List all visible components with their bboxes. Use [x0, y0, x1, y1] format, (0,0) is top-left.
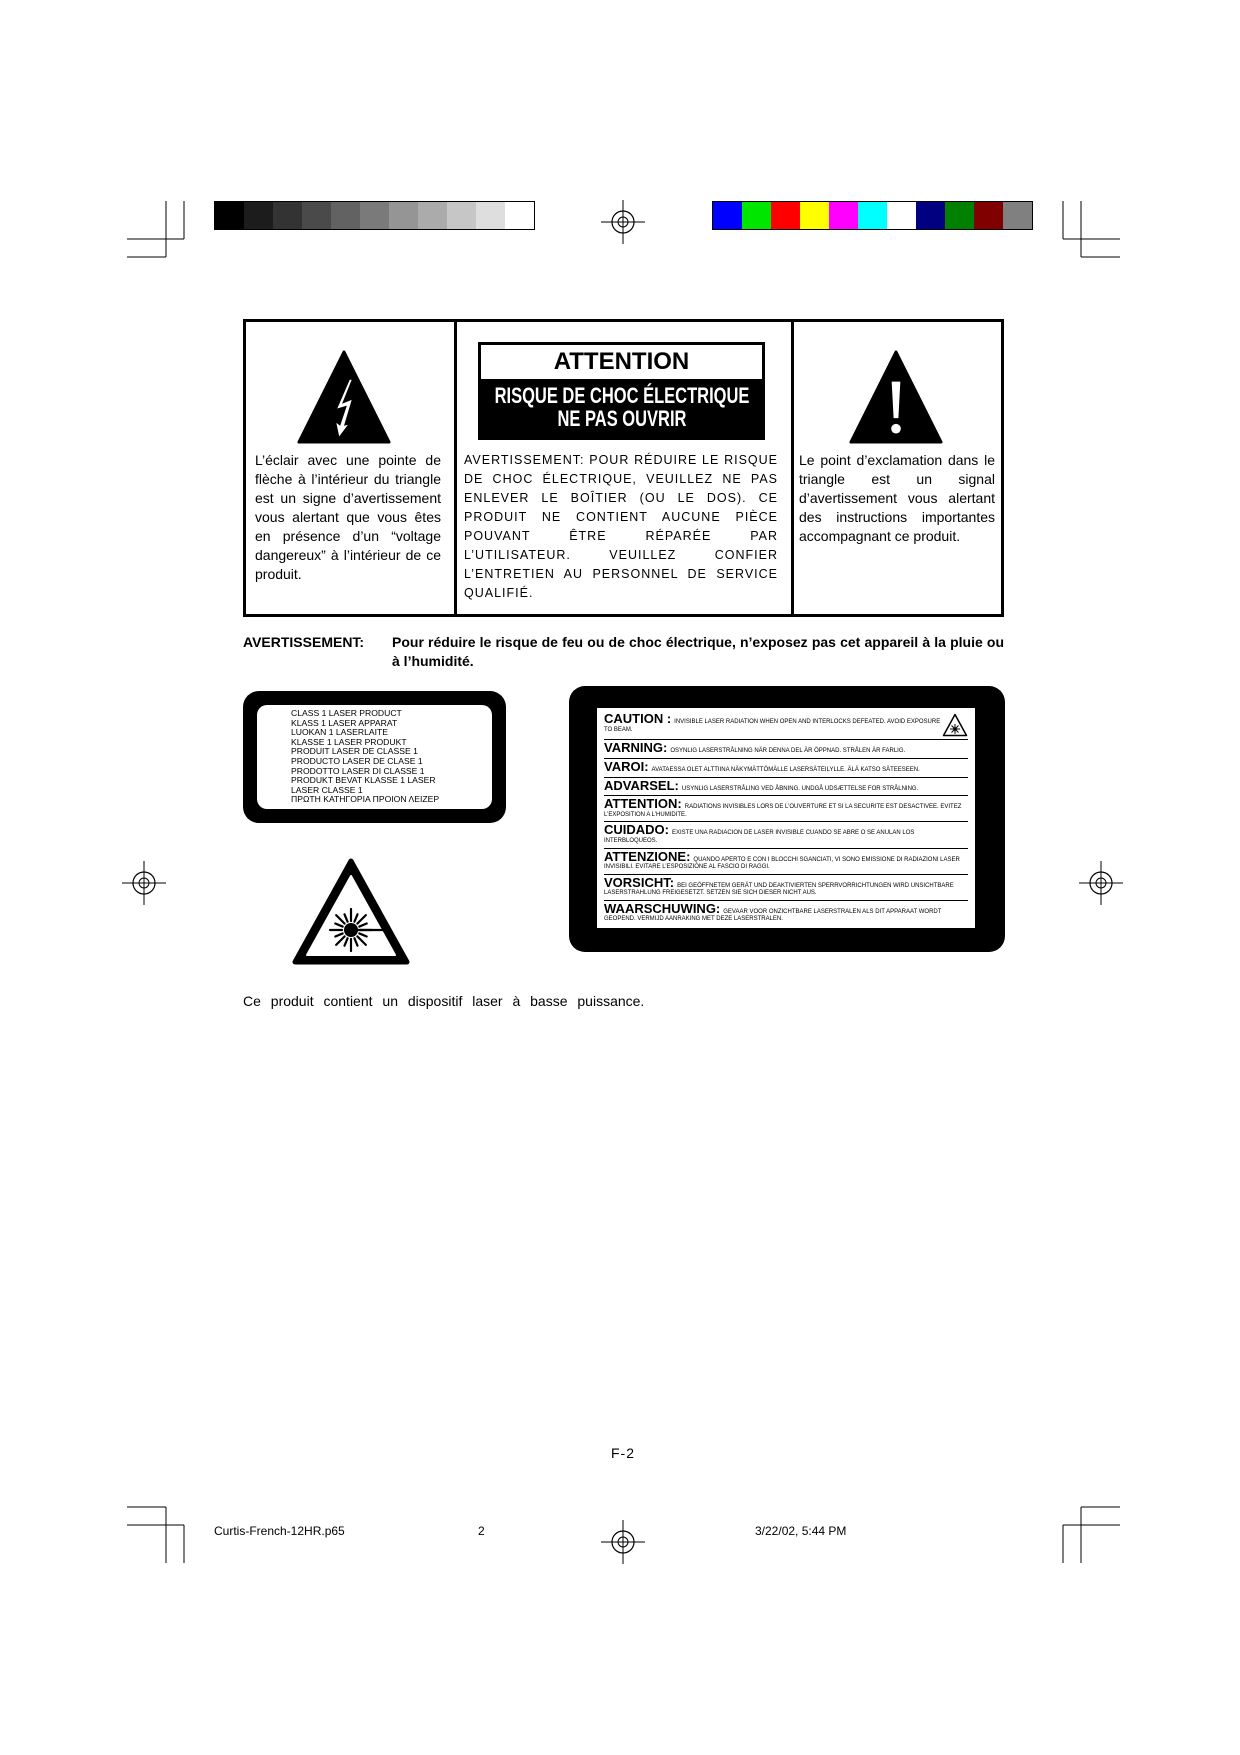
electric-shock-warning-text: AVERTISSEMENT: POUR RÉDUIRE LE RISQUE DE CHOC ÉLECTRIQUE, VEUILLEZ NE PAS ENLEVER LE BOÎTIER (OU LE DOS). CE PRODUIT NE CONTIENT AUCUNE PIÈCE POUVANT ÊTRE RÉPARÉE PAR L’UTILISATEUR. VEUILLEZ CONFIER L’ENTRETIEN AU PERSONNEL DE SERVICE QUALIFIÉ.: [464, 453, 778, 600]
caution-text: BEI GEÖFFNETEM GERÄT UND DEAKTIVIERTEN SPERRVORRICHTUNGEN WIRD UNSICHTBARE LASERSTRAHLUNG FREIGESETZT. SETZEN SIE SICH DIESER NICHT AUS.: [604, 882, 954, 897]
page-number: F-2: [611, 1445, 635, 1461]
laser-note: Ce produit contient un dispositif laser à basse puissance.: [243, 993, 645, 1009]
caution-heading: CAUTION :: [604, 711, 672, 726]
attention-label: [478, 342, 765, 440]
caution-heading: VAROI:: [604, 758, 649, 774]
laser-class-line: LASER CLASSE 1: [291, 784, 363, 795]
registration-mark-icon: [1077, 859, 1125, 907]
laser-caution-label: [569, 686, 1005, 952]
caution-text: QUANDO APERTO E CON I BLOCCHI SGANCIATI, VI SONO EMISSIONE DI RADIAZIONI LASER INVISIBILI. EVITARE L’ESPOSIZIONE AL FASCIO DI RAGGI.: [604, 856, 960, 871]
caution-entry: [604, 849, 968, 875]
caution-heading: VARNING:: [604, 740, 668, 756]
color-calibration-bar: [712, 201, 1033, 230]
gray-swatch: [244, 202, 273, 229]
color-swatch: [916, 202, 945, 229]
laser-class-line: KLASS 1 LASER APPARAT: [291, 717, 398, 728]
gray-swatch: [273, 202, 302, 229]
caution-text: USYNLIG LASERSTRÅLING VED ÅBNING. UNDGÅ UDSÆTTELSE FOR STRÅLNING.: [681, 785, 919, 792]
registration-mark-icon: [120, 859, 168, 907]
color-swatch: [800, 202, 829, 229]
laser-class-line: LUOKAN 1 LASERLAITE: [291, 727, 388, 738]
gray-swatch: [476, 202, 505, 229]
color-swatch: [974, 202, 1003, 229]
color-swatch: [1003, 202, 1032, 229]
column-divider: [454, 322, 457, 614]
laser-class-line: ΠΡΩΤΗ ΚΑΤΗΓΟΡΙΑ ΠΡΟΙΟΝ ΛΕΙΖΕΡ: [291, 794, 440, 805]
column-divider: [791, 322, 794, 614]
color-swatch: [771, 202, 800, 229]
gray-swatch: [360, 202, 389, 229]
caution-text: GEVAAR VOOR ONZICHTBARE LASERSTRALEN ALS DIT APPARAAT WORDT GEOPEND. VERMIJD AANRAKING MET DEZE LASERSTRALEN.: [604, 908, 942, 923]
registration-mark-icon: [599, 198, 647, 246]
gray-swatch: [302, 202, 331, 229]
attention-line-shock-risk: RISQUE DE CHOC ÉLECTRIQUE: [494, 383, 749, 408]
caution-text: EXISTE UNA RADIACION DE LASER INVISIBLE CUANDO SE ABRE O SE ANULAN LOS INTERBLOQUEOS.: [604, 830, 915, 844]
caution-heading: ATTENZIONE:: [604, 848, 691, 864]
gray-swatch: [215, 202, 244, 229]
grayscale-calibration-bar: [214, 201, 535, 230]
laser-caution-panel: [597, 708, 975, 928]
caution-entry: [604, 875, 968, 901]
caution-heading: WAARSCHUWING:: [604, 900, 721, 916]
laser-class-line: PRODUCTO LASER DE CLASE 1: [291, 755, 423, 766]
caution-heading: CUIDADO:: [604, 822, 669, 838]
laser-warning-icon: [942, 713, 968, 737]
caution-text: OSYNLIG LASERSTRÅLNING NÄR DENNA DEL ÄR ÖPPNAD. STRÅLEN ÄR FARLIG.: [670, 748, 906, 755]
laser-class-line: KLASSE 1 LASER PRODUKT: [291, 736, 407, 747]
crop-mark-top-left: [127, 201, 184, 257]
laser-warning-icon: [291, 857, 411, 967]
lightning-symbol-explanation: L’éclair avec une pointe de flèche à l’intérieur du triangle est un signe d’avertissement vous alertant que vous êtes en présence d’un “voltage dangereux” à l’intérieur de ce produit.: [255, 452, 441, 582]
caution-heading: VORSICHT:: [604, 874, 675, 890]
laser-class-line: PRODOTTO LASER DI CLASSE 1: [291, 765, 425, 776]
gray-swatch: [389, 202, 418, 229]
safety-warning-box: [243, 319, 1004, 617]
warning-label: AVERTISSEMENT:: [243, 634, 365, 650]
crop-mark-bottom-right: [1063, 1507, 1120, 1563]
footer-filename: Curtis-French-12HR.p65: [214, 1524, 345, 1538]
color-swatch: [713, 202, 742, 229]
attention-line-do-not-open: NE PAS OUVRIR: [557, 406, 686, 431]
laser-class-line: PRODUKT BEVAT KLASSE 1 LASER: [291, 775, 436, 786]
registration-mark-icon: [599, 1518, 647, 1566]
laser-class-label-panel: [257, 705, 492, 809]
color-swatch: [945, 202, 974, 229]
caution-entry: [604, 778, 968, 797]
laser-class-line: PRODUIT LASER DE CLASSE 1: [291, 746, 418, 757]
gray-swatch: [447, 202, 476, 229]
color-swatch: [829, 202, 858, 229]
caution-text: INVISIBLE LASER RADIATION WHEN OPEN AND INTERLOCKS DEFEATED. AVOID EXPOSURE TO BEAM.: [604, 719, 941, 733]
exclamation-symbol-explanation: Le point d’exclamation dans le triangle est un signal d’avertissement vous alertant des instructions importantes accompagnant ce produit.: [799, 452, 995, 544]
color-swatch: [742, 202, 771, 229]
color-swatch: [887, 202, 916, 229]
exclamation-warning-icon: [848, 349, 944, 445]
gray-swatch: [418, 202, 447, 229]
attention-title: ATTENTION: [481, 345, 762, 379]
caution-text: RADIATIONS INVISIBLES LORS DE L’OUVERTURE ET SI LA SECURITE EST DESACTIVEE. EVITEZ L’EXPOSITION A L’HUMIDITE.: [604, 804, 962, 818]
warning-text: Pour réduire le risque de feu ou de choc électrique, n’exposez pas cet appareil à la pluie ou à l’humidité.: [392, 634, 1004, 669]
caution-entry: [604, 759, 968, 778]
laser-class-label: [243, 691, 506, 823]
crop-mark-bottom-left: [127, 1507, 184, 1563]
footer-page: 2: [478, 1524, 485, 1538]
crop-mark-top-right: [1063, 201, 1120, 257]
footer-timestamp: 3/22/02, 5:44 PM: [755, 1524, 847, 1538]
caution-entry: [604, 711, 968, 740]
caution-entry: [604, 822, 968, 848]
caution-entry: [604, 796, 968, 822]
gray-swatch: [505, 202, 534, 229]
caution-entry: [604, 901, 968, 926]
lightning-warning-icon: [296, 349, 392, 445]
caution-text: AVATAESSA OLET ALTTIINA NÄKYMÄTTÖMÄLLE LASERSÄTEILYLLE. ÄLÄ KATSO SÄTEESEEN.: [651, 766, 920, 773]
gray-swatch: [331, 202, 360, 229]
caution-heading: ADVARSEL:: [604, 777, 679, 793]
caution-entry: [604, 740, 968, 759]
laser-core: [344, 923, 358, 937]
laser-class-line: CLASS 1 LASER PRODUCT: [291, 708, 402, 718]
caution-heading: ATTENTION:: [604, 796, 682, 812]
color-swatch: [858, 202, 887, 229]
